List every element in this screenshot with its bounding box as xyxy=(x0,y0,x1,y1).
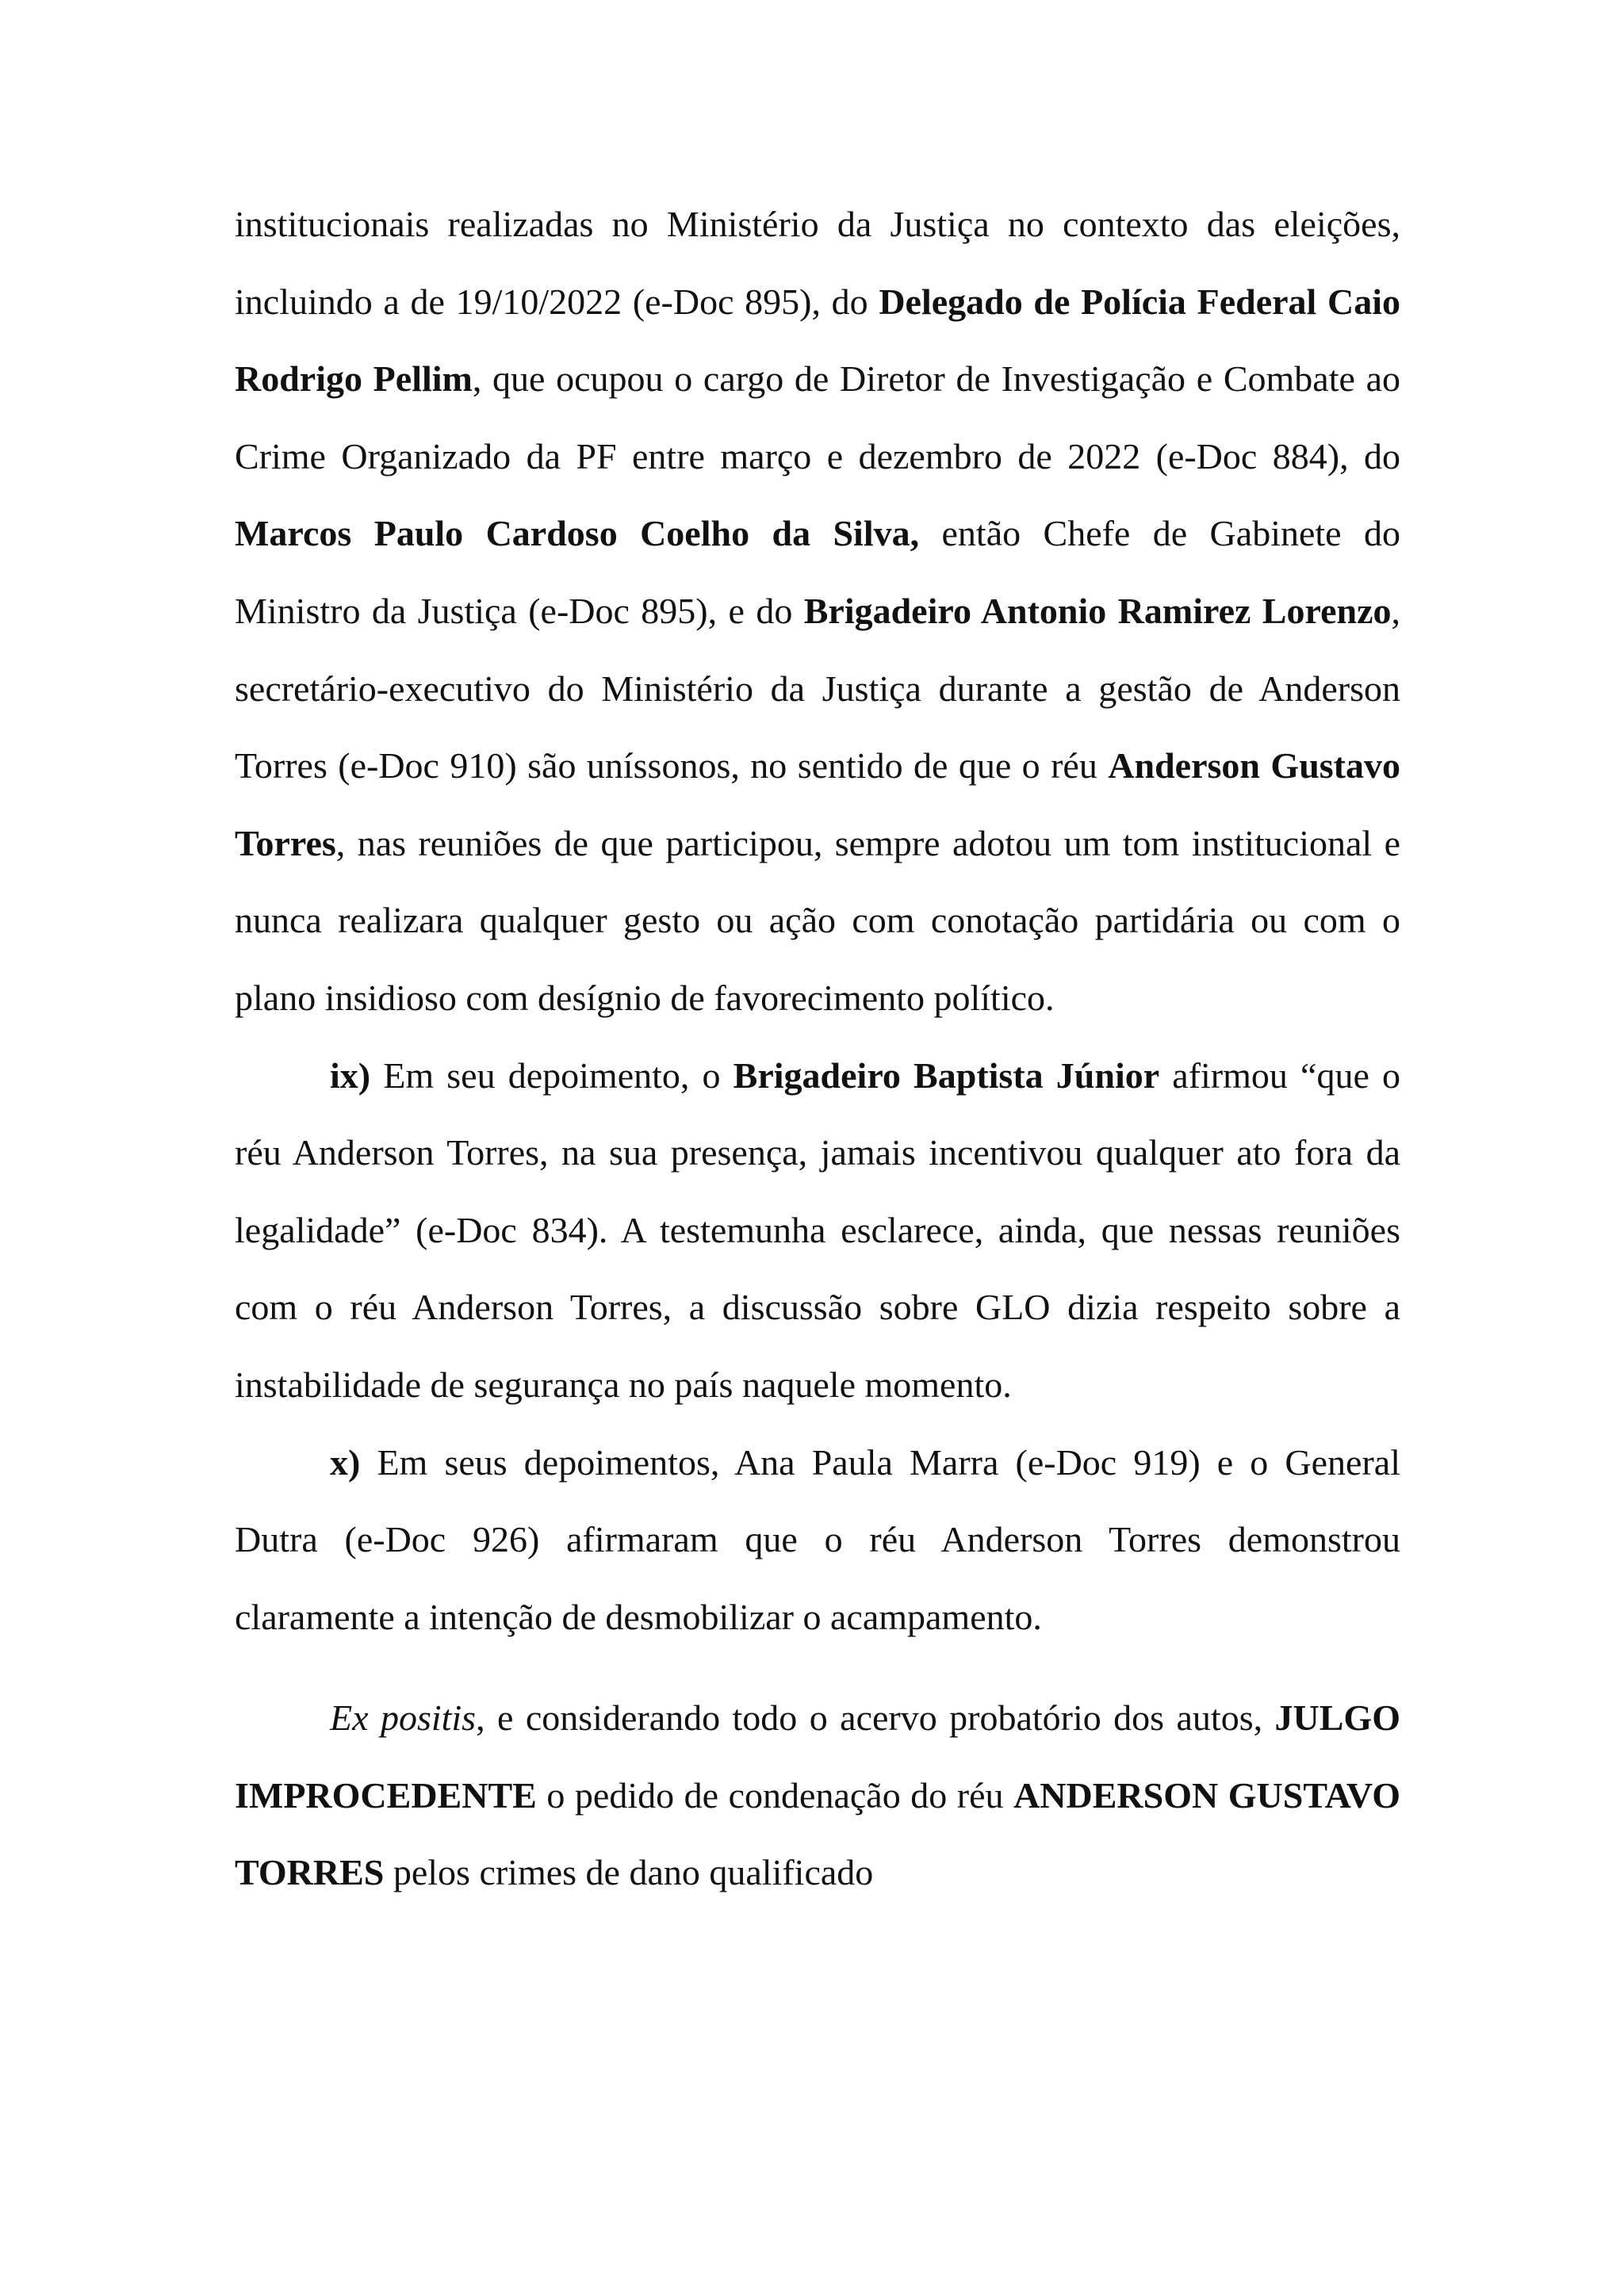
text-segment: Em seu depoimento, o xyxy=(370,1054,733,1096)
bold-name-coelho: Marcos Paulo Cardoso Coelho da Silva, xyxy=(235,513,920,554)
italic-ex-positis: Ex positis xyxy=(330,1697,477,1739)
defendant-name: ANDERSON GUSTAVO TORRES xyxy=(235,1774,1400,1893)
bold-name-baptista: Brigadeiro Baptista Júnior xyxy=(733,1054,1160,1096)
paragraph-item-x xyxy=(235,1424,1400,1656)
text-segment: Em seus depoimentos, Ana Paula Marra (e-Doc 919) e o General Dutra (e-Doc 926) afirmaram que o réu Anderson Torres demonstrou claramente a intenção de desmobilizar o acampamento. xyxy=(235,1441,1400,1637)
paragraph-item-ix xyxy=(235,1037,1400,1424)
bold-name-lorenzo: Brigadeiro Antonio Ramirez Lorenzo xyxy=(803,590,1392,631)
item-marker-ix: ix) xyxy=(330,1054,371,1096)
text-segment: institucionais realizadas no Ministério da Justiça no contexto das eleições, incluindo a de 19/10/2022 (e-Doc 895), do xyxy=(235,204,1400,322)
text-segment: , secretário-executivo do Ministério da Justiça durante a gestão de Anderson Torres (e-Doc 910) são uníssonos, no sentido de que o réu xyxy=(235,590,1400,786)
ruling-verdict: JULGO IMPROCEDENTE xyxy=(235,1697,1400,1816)
item-marker-x: x) xyxy=(330,1441,361,1483)
bold-name-torres: Anderson Gustavo Torres xyxy=(235,745,1400,863)
bold-name-pellim: Delegado de Polícia Federal Caio Rodrigo Pellim xyxy=(235,281,1400,400)
paragraph-witness-testimonies xyxy=(235,186,1400,1037)
text-segment: afirmou “que o réu Anderson Torres, na sua presença, jamais incentivou qualquer ato fora da legalidade” (e-Doc 834). A testemunha esclarece, ainda, que nessas reuniões com o réu Anderson Torres, a discussão sobre GLO dizia respeito sobre a instabilidade de segurança no país naquele momento. xyxy=(235,1054,1400,1405)
text-segment: pelos crimes de dano qualificado xyxy=(384,1852,874,1893)
text-segment: o pedido de condenação do réu xyxy=(536,1774,1014,1816)
document-body xyxy=(235,186,1400,1911)
text-segment: , que ocupou o cargo de Diretor de Investigação e Combate ao Crime Organizado da PF entre março e dezembro de 2022 (e-Doc 884), do xyxy=(235,358,1400,476)
paragraph-ruling xyxy=(235,1679,1400,1911)
text-segment: então Chefe de Gabinete do Ministro da Justiça (e-Doc 895), e do xyxy=(235,513,1400,631)
text-segment: , nas reuniões de que participou, sempre adotou um tom institucional e nunca realizara qualquer gesto ou ação com conotação partidária ou com o plano insidioso com desígnio de favorecimento político. xyxy=(235,822,1400,1018)
text-segment: , e considerando todo o acervo probatório dos autos, xyxy=(476,1697,1275,1739)
